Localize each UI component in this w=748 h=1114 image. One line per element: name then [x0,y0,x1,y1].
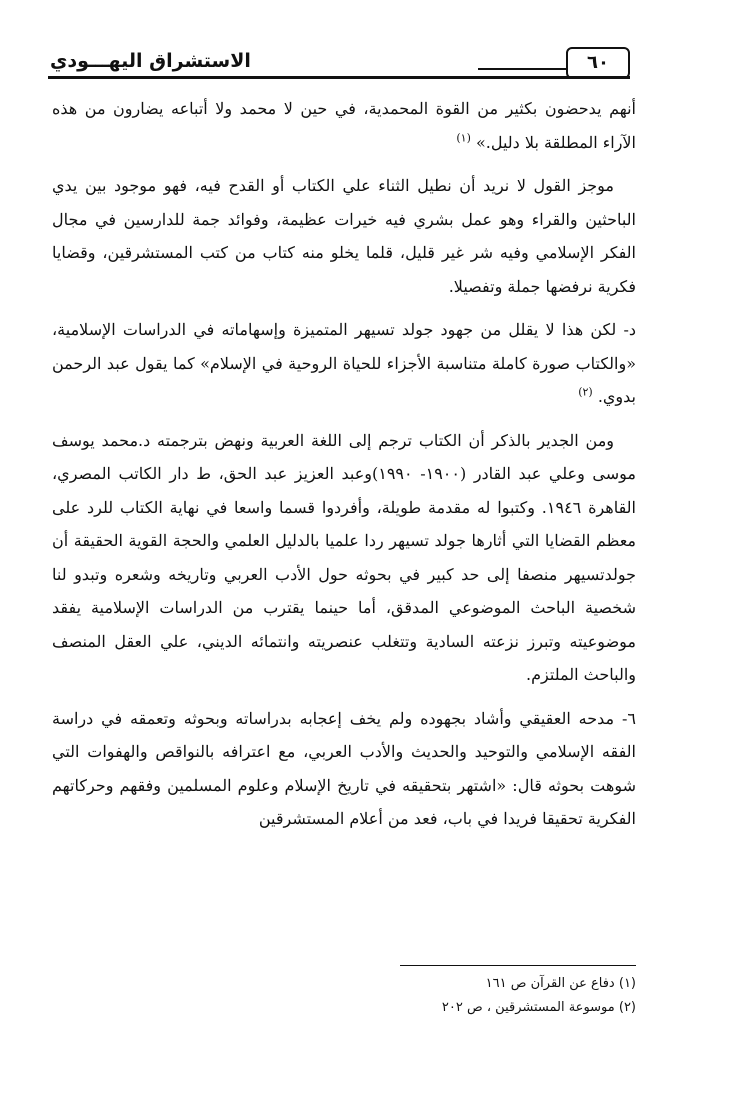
header-rule-short [478,68,568,70]
footnote-2: (٢) موسوعة المستشرقين ، ص ٢٠٢ [441,1000,636,1015]
paragraph-summary [52,169,636,303]
paragraph-point-6 [52,702,636,836]
paragraph-text: ٦- مدحه العقيقي وأشاد بجهوده ولم يخف إعجابه بدراساته وبحوثه وتعمقه في دراسة الفقه الإسلامي والتوحيد والحديث والأدب العربي، مع اعترافه بالنواقص والهفوات التي شوهت بحوثه قال: «اشتهر بتحقيقه في تاريخ الإسلام وعلوم المسلمين وفقهم وحركاتهم الفكرية تحقيقا فريدا في باب، فعد من أعلام المستشرقين [52,708,636,828]
paragraph-translation [52,424,636,692]
running-title: الاستشراق اليهـــودي [50,50,251,72]
paragraph-text: د- لكن هذا لا يقلل من جهود جولد تسيهر المتميزة وإسهاماته في الدراسات الإسلامية، «والكتاب صورة كاملة متناسبة الأجزاء للحياة الروحية في الإسلام» كما يقول عبد الرحمن بدوي. [52,320,636,406]
page-number: ٦٠ [566,47,630,79]
footnote-ref: (٢) [578,385,593,399]
footnote-1: (١) دفاع عن القرآن ص ١٦١ [485,976,636,991]
footnote-rule [400,965,636,966]
paragraph-text: أنهم يدحضون بكثير من القوة المحمدية، في حين لا محمد ولا أتباعه يضارون من هذه الآراء المطلقة بلا دليل.» [52,99,636,152]
paragraph-text: موجز القول لا نريد أن نطيل الثناء علي الكتاب أو القدح فيه، فهو موجود بين يدي الباحثين والقراء وهو عمل بشري فيه خيرات عظيمة، وفوائد جمة للدارسين في مجال الفكر الإسلامي وفيه شر غير قليل، قلما يخلو منه كتاب من كتب المستشرقين، وقضايا فكرية نرفضها جملة وتفصيلا. [52,176,636,296]
footnotes [300,972,636,1020]
body-text [52,92,636,836]
paragraph-point-d [52,313,636,414]
footnote-ref: (١) [456,131,471,145]
paragraph-continuation [52,92,636,159]
paragraph-text: ومن الجدير بالذكر أن الكتاب ترجم إلى اللغة العربية ونهض بترجمته د.محمد يوسف موسى وعلي عبد القادر (١٩٠٠- ١٩٩٠)وعبد العزيز عبد الحق، ط دار الكاتب المصري، القاهرة ١٩٤٦. وكتبوا له مقدمة طويلة، وأفردوا قسما واسعا في نهاية الكتاب للرد على معظم القضايا التي أثارها جولد تسيهر ردا علميا بالدليل العلمي والحجة القوية الحقيقة أن جولدتسيهر منصفا إلى حد كبير في بحوثه حول الأدب العربي وتاريخه وشعره وتبدو لنا شخصية الباحث الموضوعي المدقق، أما حينما يقترب من الدراسات الإسلامية يفقد موضوعيته وتبرز نزعته السادية وتتغلب عنصريته وانتمائه الديني، علي العقل المنصف والباحث الملتزم. [52,430,637,684]
header-rule [48,76,630,79]
